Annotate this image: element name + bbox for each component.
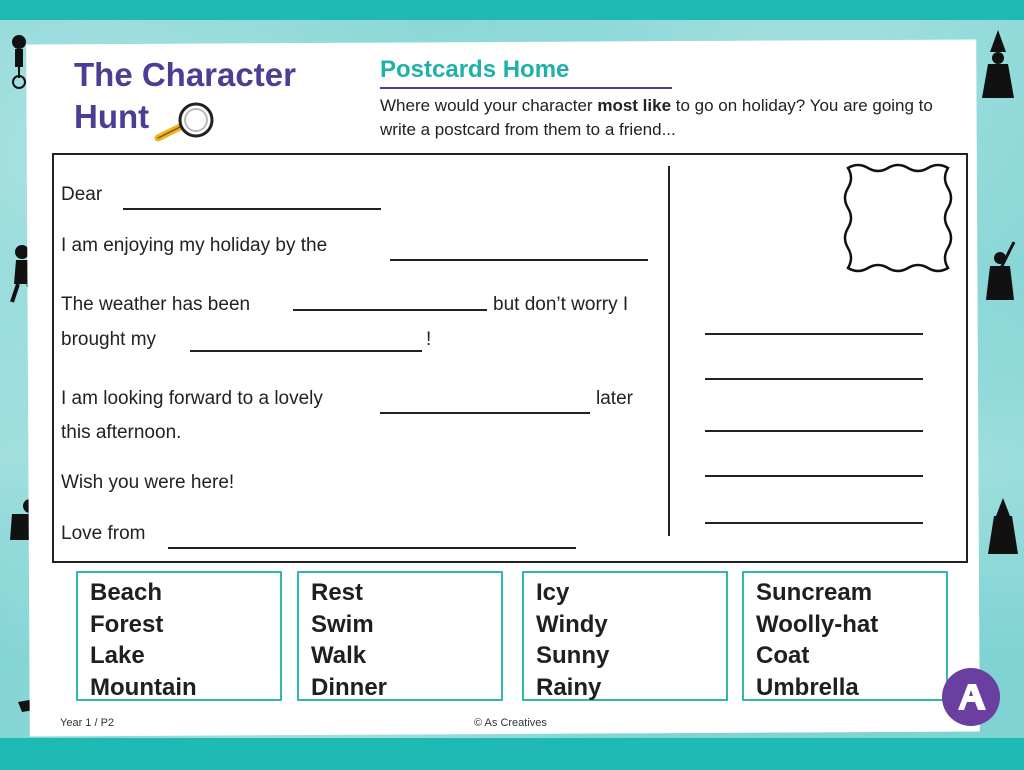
word-bank-items (742, 571, 948, 701)
word-bank-places (76, 571, 282, 701)
copyright: © As Creatives (474, 717, 547, 729)
wish-label: Wish you were here! (61, 472, 235, 493)
weather-label: The weather has been (61, 294, 251, 315)
weather-blank[interactable] (293, 309, 487, 311)
word-bank-word: Rest (311, 579, 364, 606)
word-bank-word: Woolly-hat (756, 610, 879, 638)
year-level: Year 1 / P2 (60, 717, 115, 729)
word-bank-word: Walk (311, 642, 367, 669)
dont-worry-label: but don’t worry I (493, 294, 629, 315)
name-blank[interactable] (168, 547, 576, 549)
knight-figure-icon (980, 240, 1020, 302)
word-bank-word: Beach (90, 579, 163, 606)
word-bank-word: Coat (756, 642, 810, 669)
address-line-5[interactable] (705, 522, 923, 524)
magnifying-glass-icon (152, 100, 218, 144)
word-bank-word: Forest (90, 610, 164, 638)
stamp-icon (840, 160, 956, 278)
afternoon-label: this afternoon. (61, 422, 182, 443)
looking-label: I am looking forward to a lovely (61, 388, 323, 409)
item-blank[interactable] (190, 350, 422, 352)
word-bank-word: Dinner (311, 673, 388, 701)
word-bank-word: Swim (311, 610, 374, 638)
exclaim-mark: ! (426, 329, 432, 350)
dear-label: Dear (61, 184, 103, 205)
later-label: later (596, 388, 633, 409)
logo-icon (942, 668, 1000, 726)
word-bank-word: Umbrella (756, 673, 859, 701)
word-bank-activities (297, 571, 503, 701)
bottom-band (0, 738, 1024, 770)
word-bank-word: Windy (536, 610, 608, 638)
word-bank-word: Lake (90, 642, 145, 669)
postcard-divider (668, 166, 670, 536)
address-line-3[interactable] (705, 430, 923, 432)
instructions: Where would your character most like to go on holiday? You are going to write a postcard from them to a friend... (380, 96, 933, 139)
word-bank-word: Sunny (536, 642, 610, 669)
word-bank-word: Mountain (90, 673, 197, 701)
word-bank-word: Suncream (756, 579, 873, 606)
title-line-2: Hunt (74, 98, 150, 135)
activity-blank[interactable] (380, 412, 590, 414)
brought-label: brought my (61, 329, 157, 350)
enjoying-label: I am enjoying my holiday by the (61, 235, 328, 256)
address-line-4[interactable] (705, 475, 923, 477)
top-band (0, 0, 1024, 20)
love-from-label: Love from (61, 523, 146, 544)
title-line-1: The Character (74, 56, 296, 93)
word-bank-weather (522, 571, 728, 701)
witch-figure-icon (976, 30, 1020, 100)
wizard-figure-icon (986, 498, 1020, 556)
address-line-1[interactable] (705, 333, 923, 335)
postcard (52, 153, 968, 563)
dear-blank[interactable] (123, 208, 381, 210)
worksheet-subtitle: Postcards Home (380, 55, 672, 89)
place-blank[interactable] (390, 259, 648, 261)
word-bank-word: Icy (536, 579, 570, 606)
address-line-2[interactable] (705, 378, 923, 380)
word-bank-word: Rainy (536, 673, 602, 701)
